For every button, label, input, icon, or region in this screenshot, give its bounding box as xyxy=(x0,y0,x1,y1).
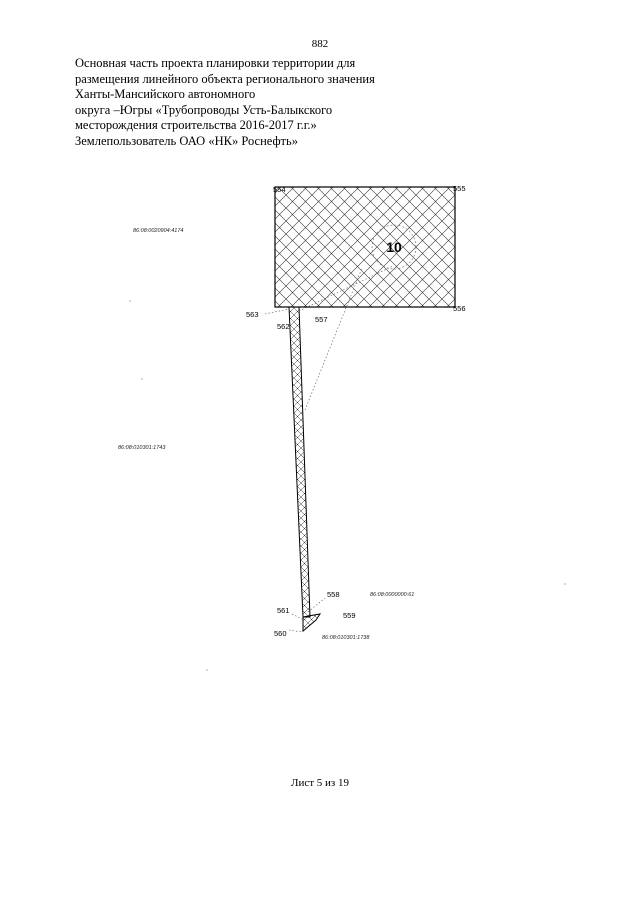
page-number: 882 xyxy=(311,38,329,50)
point-562: 562 xyxy=(277,322,290,331)
heading-line: округа –Югры «Трубопроводы Усть-Балыкского xyxy=(75,102,333,117)
connector-line xyxy=(308,598,325,612)
plot-corridor xyxy=(289,307,320,631)
heading-line: Основная часть проекта планировки территории для xyxy=(75,56,356,70)
cadastral-label: 86:08:010301:1738 xyxy=(322,635,370,641)
plot-rectangle xyxy=(275,187,455,307)
point-561: 561 xyxy=(277,606,290,615)
dotted-lines xyxy=(265,266,393,632)
point-563: 563 xyxy=(246,310,259,319)
cadastral-label: 86:08:0000000:61 xyxy=(370,592,415,598)
point-558: 558 xyxy=(327,590,340,599)
sheet-footer: Лист 5 из 19 xyxy=(290,777,350,789)
connector-line xyxy=(292,614,304,620)
point-556: 556 xyxy=(453,304,466,313)
point-557: 557 xyxy=(315,315,328,324)
point-560: 560 xyxy=(274,629,287,638)
point-554: 554 xyxy=(273,185,286,194)
cadastral-label: 86:08:0020904:4174 xyxy=(133,228,184,234)
cadastral-label: 86:08:010301:1743 xyxy=(118,445,166,451)
point-559: 559 xyxy=(343,611,356,620)
point-555: 555 xyxy=(453,184,466,193)
heading-line: Землепользователь ОАО «НК» Роснефть» xyxy=(75,133,298,148)
heading-line: Ханты-Мансийского автономного xyxy=(75,87,256,101)
connector-line xyxy=(289,630,302,632)
heading-line: месторождения строительства 2016-2017 г.г.» xyxy=(75,118,317,132)
plot-area xyxy=(275,187,455,307)
heading-line: размещения линейного объекта регионального значения xyxy=(75,71,375,86)
connector-line xyxy=(265,309,289,314)
corridor-end xyxy=(303,614,320,631)
corridor-strip xyxy=(289,307,310,617)
plot-number: 10 xyxy=(386,239,402,255)
